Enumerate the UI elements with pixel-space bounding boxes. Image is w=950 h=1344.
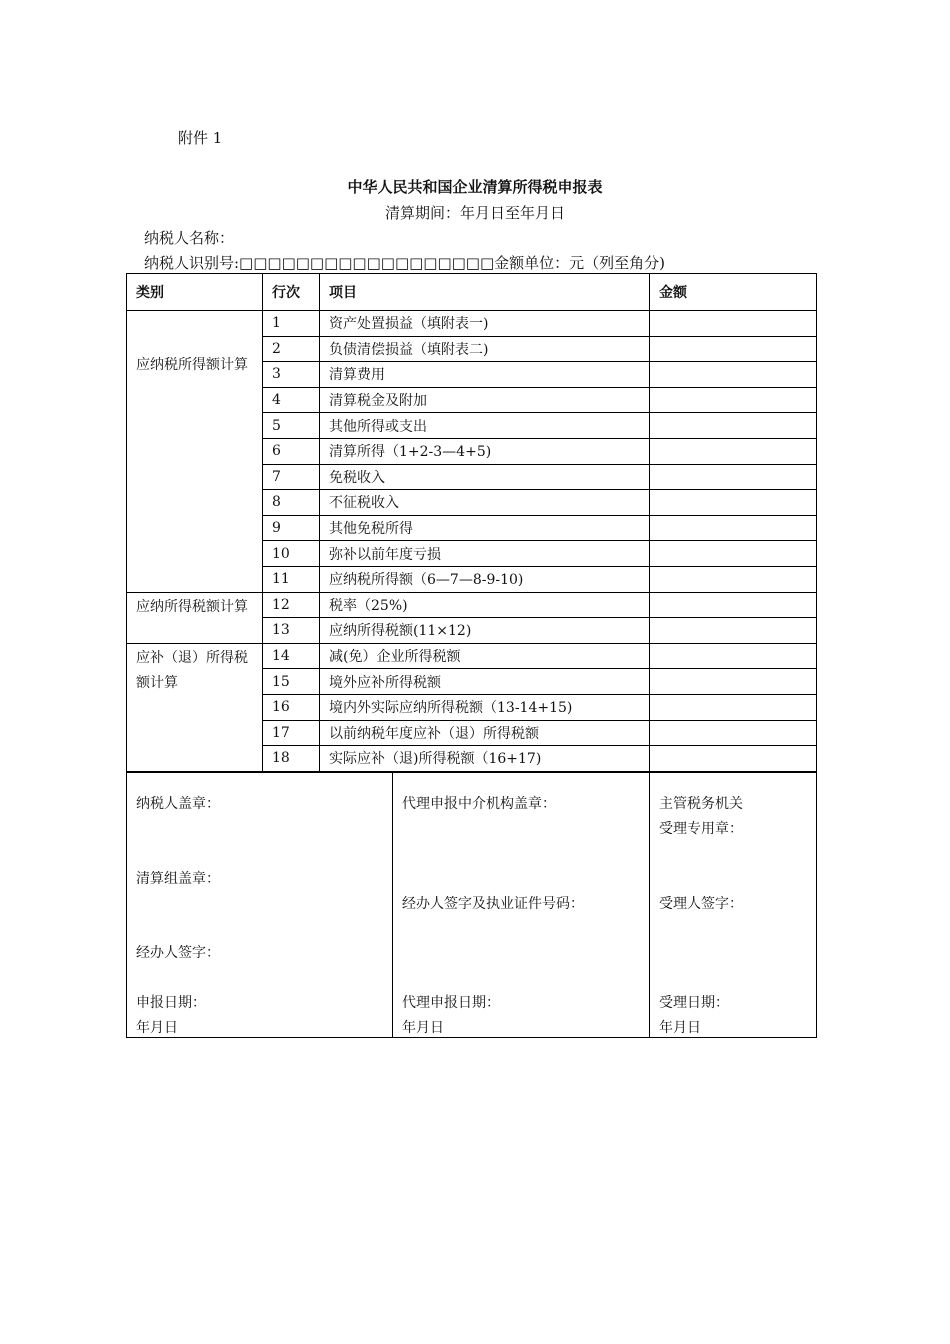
item-cell: 实际应补（退)所得税额（16+17) <box>320 746 650 772</box>
line-no-cell: 1 <box>263 311 320 337</box>
line-no-cell: 5 <box>263 413 320 439</box>
header-item: 项目 <box>320 274 650 311</box>
item-cell: 负债清偿损益（填附表二) <box>320 336 650 362</box>
taxpayer-signature-cell <box>127 773 393 1038</box>
category-cell: 应纳所得税额计算 <box>127 592 263 643</box>
accept-date-value: 年月日 <box>659 1020 701 1036</box>
liquidation-period: 清算期间：年月日至年月日 <box>384 204 565 222</box>
line-no-cell: 11 <box>263 566 320 592</box>
line-no-cell: 18 <box>263 746 320 772</box>
item-cell: 应纳税所得额（6—7—8-9-10) <box>320 566 650 592</box>
filing-date-label: 申报日期： <box>136 995 206 1011</box>
amount-cell <box>650 336 817 362</box>
item-cell: 境内外实际应纳所得税额（13-14+15) <box>320 694 650 720</box>
amount-cell <box>650 387 817 413</box>
form-title: 中华人民共和国企业清算所得税申报表 <box>347 178 603 196</box>
item-cell: 清算费用 <box>320 362 650 388</box>
item-cell: 以前纳税年度应补（退）所得税额 <box>320 720 650 746</box>
agent-sign-label: 经办人签字及执业证件号码： <box>402 896 584 912</box>
agency-signature-cell <box>393 773 650 1038</box>
line-no-cell: 10 <box>263 541 320 567</box>
taxpayer-name-label: 纳税人名称： <box>144 229 235 247</box>
amount-cell <box>650 694 817 720</box>
amount-cell <box>650 618 817 644</box>
item-cell: 资产处置损益（填附表一) <box>320 311 650 337</box>
agency-date-value: 年月日 <box>402 1020 444 1036</box>
tax-authority-cell <box>650 773 817 1038</box>
line-no-cell: 7 <box>263 464 320 490</box>
line-no-cell: 16 <box>263 694 320 720</box>
item-cell: 弥补以前年度亏损 <box>320 541 650 567</box>
amount-cell <box>650 746 817 772</box>
table-row <box>127 311 817 337</box>
accept-date-label: 受理日期： <box>659 995 729 1011</box>
table-header-row <box>127 274 817 311</box>
line-no-cell: 9 <box>263 515 320 541</box>
amount-cell <box>650 438 817 464</box>
agency-seal-label: 代理申报中介机构盖章： <box>402 796 556 812</box>
line-no-cell: 2 <box>263 336 320 362</box>
attachment-label: 附件 1 <box>178 129 223 147</box>
amount-cell <box>650 490 817 516</box>
declaration-table <box>126 273 817 772</box>
header-category: 类别 <box>127 274 263 311</box>
table-row <box>127 643 817 669</box>
amount-cell <box>650 515 817 541</box>
header-line-no: 行次 <box>263 274 320 311</box>
item-cell: 境外应补所得税额 <box>320 669 650 695</box>
acceptance-seal-label: 受理专用章： <box>659 821 743 837</box>
agency-date-label: 代理申报日期： <box>402 995 500 1011</box>
item-cell: 其他所得或支出 <box>320 413 650 439</box>
line-no-cell: 4 <box>263 387 320 413</box>
table-row <box>127 592 817 618</box>
amount-cell <box>650 592 817 618</box>
item-cell: 减(免）企业所得税额 <box>320 643 650 669</box>
amount-cell <box>650 541 817 567</box>
taxpayer-seal-label: 纳税人盖章： <box>136 796 220 812</box>
amount-cell <box>650 720 817 746</box>
item-cell: 免税收入 <box>320 464 650 490</box>
receiver-sign-label: 受理人签字： <box>659 896 743 912</box>
category-cell: 应纳税所得额计算 <box>127 311 263 593</box>
line-no-cell: 8 <box>263 490 320 516</box>
table-body <box>127 311 817 772</box>
category-cell: 应补（退）所得税额计算 <box>127 643 263 771</box>
header-amount: 金额 <box>650 274 817 311</box>
amount-cell <box>650 464 817 490</box>
item-cell: 应纳所得税额(11×12) <box>320 618 650 644</box>
liquidation-group-seal-label: 清算组盖章： <box>136 871 220 887</box>
line-no-cell: 17 <box>263 720 320 746</box>
line-no-cell: 13 <box>263 618 320 644</box>
item-cell: 税率（25%) <box>320 592 650 618</box>
amount-cell <box>650 311 817 337</box>
item-cell: 不征税收入 <box>320 490 650 516</box>
line-no-cell: 14 <box>263 643 320 669</box>
handler-sign-label: 经办人签字： <box>136 945 220 961</box>
line-no-cell: 3 <box>263 362 320 388</box>
item-cell: 其他免税所得 <box>320 515 650 541</box>
item-cell: 清算税金及附加 <box>320 387 650 413</box>
amount-cell <box>650 413 817 439</box>
tax-authority-label: 主管税务机关 <box>659 796 743 812</box>
amount-cell <box>650 566 817 592</box>
filing-date-value: 年月日 <box>136 1020 178 1036</box>
signature-table <box>126 772 817 1038</box>
line-no-cell: 6 <box>263 438 320 464</box>
amount-cell <box>650 362 817 388</box>
line-no-cell: 12 <box>263 592 320 618</box>
item-cell: 清算所得（1+2-3—4+5) <box>320 438 650 464</box>
line-no-cell: 15 <box>263 669 320 695</box>
taxpayer-id-line: 纳税人识别号:□□□□□□□□□□□□□□□□□□金额单位：元（列至角分) <box>144 254 666 272</box>
amount-cell <box>650 643 817 669</box>
amount-cell <box>650 669 817 695</box>
